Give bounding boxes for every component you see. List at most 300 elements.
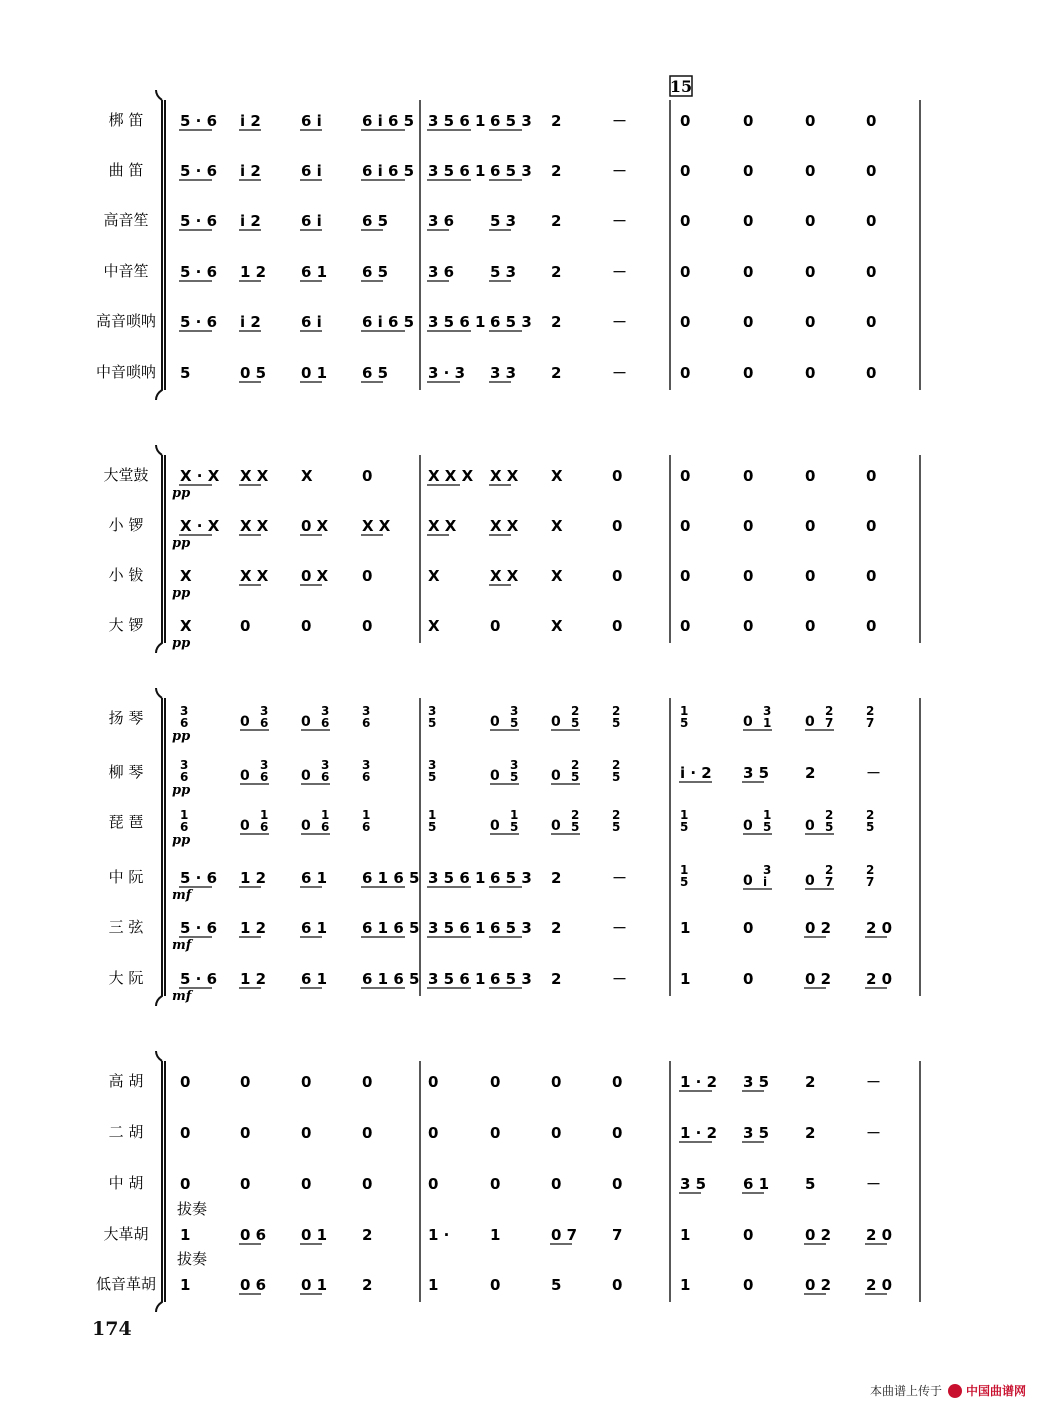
note-beat: 5 3: [490, 212, 517, 230]
note-beat: －: [612, 919, 628, 937]
staff-row: [109, 616, 877, 651]
note-beat: 6 5: [362, 212, 389, 230]
note-beat: 0: [680, 212, 691, 230]
chord-lower: 6: [362, 770, 371, 784]
instrument-name: 低音革胡: [95, 1275, 157, 1293]
note-beat: X: [551, 567, 563, 585]
note-beat: 0: [612, 1073, 623, 1091]
chord-lower: i: [763, 875, 768, 889]
chord-lower: 5: [612, 716, 621, 730]
note-beat: 0: [362, 1175, 373, 1193]
staff-row: [109, 161, 877, 180]
chord-upper: 3: [362, 758, 371, 772]
note-beat: 5 · 6: [180, 263, 218, 281]
note-beat: 3 · 3: [428, 364, 466, 382]
chord-upper: 1: [180, 808, 189, 822]
note-beat: 3 5: [743, 764, 770, 782]
note-beat: －: [612, 162, 628, 180]
instrument-name: 中 阮: [108, 868, 144, 886]
note-beat: 0: [490, 1124, 501, 1142]
note-beat: 2 0: [866, 970, 893, 988]
chord-lower: 5: [510, 770, 519, 784]
chord-upper: 2: [825, 863, 834, 877]
chord-upper: 1: [428, 808, 437, 822]
chord-upper: 3: [763, 863, 772, 877]
technique-marking: 拔奏: [177, 1250, 208, 1268]
note-beat: 0: [612, 617, 623, 635]
note-beat: 6 5 3: [490, 162, 532, 180]
note-beat: 1: [680, 1226, 691, 1244]
chord-upper: 1: [510, 808, 519, 822]
note-beat: 2: [551, 263, 562, 281]
instrument-name: 琵 琶: [108, 813, 144, 831]
note-beat: －: [866, 1124, 882, 1142]
note-beat: 0: [240, 768, 250, 784]
instrument-name: 中音笙: [103, 262, 149, 280]
chord-lower: 5: [510, 716, 519, 730]
chord-lower: 5: [825, 820, 834, 834]
note-beat: 0 2: [805, 919, 832, 937]
note-beat: 2 0: [866, 1276, 893, 1294]
note-beat: 0: [301, 768, 311, 784]
note-beat: 2: [551, 869, 562, 887]
chord-lower: 7: [825, 716, 834, 730]
note-beat: 0: [428, 1175, 439, 1193]
note-beat: 0: [180, 1124, 191, 1142]
note-beat: 0: [612, 1276, 623, 1294]
note-beat: 0: [428, 1124, 439, 1142]
note-beat: 0: [551, 1175, 562, 1193]
note-beat: 0: [490, 617, 501, 635]
system-bracket: [156, 688, 162, 1006]
note-beat: 0: [490, 1276, 501, 1294]
note-beat: 0: [866, 467, 877, 485]
note-beat: 0: [805, 162, 816, 180]
note-beat: 5 · 6: [180, 919, 218, 937]
instrument-name: 大革胡: [103, 1225, 149, 1243]
note-beat: 2 0: [866, 1226, 893, 1244]
note-beat: 0: [805, 873, 815, 889]
note-beat: 0: [743, 567, 754, 585]
note-beat: i 2: [240, 112, 261, 130]
note-beat: 6 1 6 5: [362, 970, 420, 988]
instrument-name: 曲 笛: [108, 161, 144, 179]
note-beat: i 2: [240, 212, 261, 230]
note-beat: 1: [428, 1276, 439, 1294]
note-beat: 0: [805, 818, 815, 834]
chord-lower: 1: [763, 716, 772, 730]
chord-lower: 7: [866, 716, 875, 730]
note-beat: 6 1: [743, 1175, 770, 1193]
note-beat: 0 2: [805, 1276, 832, 1294]
chord-lower: 7: [866, 875, 875, 889]
note-beat: －: [612, 970, 628, 988]
staff-row: [109, 969, 893, 1004]
instrument-name: 中音唢呐: [95, 363, 157, 381]
chord-lower: 6: [362, 820, 371, 834]
note-beat: X X: [490, 517, 519, 535]
note-beat: 0 2: [805, 970, 832, 988]
note-beat: 0: [362, 617, 373, 635]
note-beat: 0: [866, 517, 877, 535]
note-beat: 3 5 6 1: [428, 313, 486, 331]
note-beat: 0: [805, 212, 816, 230]
instrument-name: 高音笙: [103, 211, 149, 229]
instrument-name: 小 钹: [108, 566, 144, 584]
note-beat: 0: [866, 364, 877, 382]
note-beat: 0: [362, 1124, 373, 1142]
system-bracket: [156, 90, 162, 400]
note-beat: 0: [490, 818, 500, 834]
note-beat: 1: [490, 1226, 501, 1244]
note-beat: 5 · 6: [180, 313, 218, 331]
note-beat: X: [428, 617, 440, 635]
note-beat: 0: [805, 467, 816, 485]
instrument-name: 小 锣: [108, 516, 144, 534]
note-beat: 0: [805, 567, 816, 585]
chord-upper: 3: [763, 704, 772, 718]
note-beat: 0: [743, 1276, 754, 1294]
chord-lower: 5: [763, 820, 772, 834]
staff-row: [109, 1123, 881, 1142]
note-beat: 0: [680, 162, 691, 180]
chord-lower: 5: [680, 820, 689, 834]
note-beat: 1 2: [240, 869, 267, 887]
note-beat: 0: [743, 212, 754, 230]
note-beat: 0: [805, 313, 816, 331]
chord-upper: 3: [180, 704, 189, 718]
staff-row: [109, 808, 875, 848]
note-beat: 6 i 6 5: [362, 313, 415, 331]
site-footer: [870, 1382, 1026, 1399]
note-beat: 2: [551, 919, 562, 937]
chord-upper: 3: [321, 704, 330, 718]
chord-lower: 6: [180, 820, 189, 834]
chord-lower: 5: [571, 820, 580, 834]
note-beat: 0: [362, 467, 373, 485]
note-beat: X X: [428, 517, 457, 535]
note-beat: 2: [805, 764, 816, 782]
chord-upper: 3: [321, 758, 330, 772]
note-beat: 0: [612, 1175, 623, 1193]
staff-row: [96, 1250, 892, 1294]
note-beat: 0: [805, 517, 816, 535]
staff-row: [103, 211, 876, 230]
note-beat: 0: [490, 714, 500, 730]
note-beat: X: [180, 567, 192, 585]
note-beat: X X: [362, 517, 391, 535]
chord-upper: 1: [680, 704, 689, 718]
note-beat: X: [180, 617, 192, 635]
chord-lower: 5: [510, 820, 519, 834]
note-beat: 0: [743, 162, 754, 180]
dynamic-mark: pp: [172, 486, 191, 501]
chord-upper: 2: [612, 758, 621, 772]
note-beat: X · X: [180, 467, 220, 485]
note-beat: 6 5: [362, 364, 389, 382]
note-beat: X X: [490, 567, 519, 585]
note-beat: 0: [866, 263, 877, 281]
note-beat: 1: [680, 919, 691, 937]
note-beat: 0: [680, 313, 691, 331]
chord-lower: 6: [321, 820, 330, 834]
chord-lower: 7: [825, 875, 834, 889]
note-beat: 6 1 6 5: [362, 919, 420, 937]
note-beat: －: [866, 1175, 882, 1193]
instrument-name: 柳 琴: [108, 763, 144, 781]
note-beat: 5 · 6: [180, 112, 218, 130]
note-beat: 6 1: [301, 919, 328, 937]
note-beat: 6 i 6 5: [362, 162, 415, 180]
chord-upper: 2: [612, 808, 621, 822]
note-beat: 0: [743, 919, 754, 937]
note-beat: 0: [551, 1073, 562, 1091]
note-beat: X: [428, 567, 440, 585]
note-beat: 0 2: [805, 1226, 832, 1244]
instrument-name: 大堂鼓: [103, 466, 149, 484]
note-beat: X · X: [180, 517, 220, 535]
note-beat: 2: [551, 112, 562, 130]
instrument-name: 高 胡: [108, 1072, 144, 1090]
note-beat: －: [866, 1073, 882, 1091]
note-beat: 0 X: [301, 567, 329, 585]
note-beat: 5 3: [490, 263, 517, 281]
note-beat: 5 · 6: [180, 970, 218, 988]
chord-upper: 1: [680, 863, 689, 877]
note-beat: X: [551, 467, 563, 485]
system-bowed: [96, 1051, 920, 1312]
note-beat: 0: [362, 1073, 373, 1091]
staff-row: [109, 566, 877, 601]
staff-row: [109, 516, 877, 551]
note-beat: X X: [240, 467, 269, 485]
chord-lower: 6: [321, 716, 330, 730]
note-beat: 0: [866, 162, 877, 180]
note-beat: 6 5: [362, 263, 389, 281]
note-beat: 2: [362, 1226, 373, 1244]
chord-lower: 5: [680, 875, 689, 889]
note-beat: 0: [240, 1124, 251, 1142]
note-beat: 0: [362, 567, 373, 585]
note-beat: －: [612, 112, 628, 130]
note-beat: 0: [743, 818, 753, 834]
note-beat: 0: [612, 1124, 623, 1142]
dynamic-mark: mf: [172, 938, 192, 953]
note-beat: 6 i 6 5: [362, 112, 415, 130]
note-beat: 3 5 6 1: [428, 970, 486, 988]
note-beat: 6 i: [301, 112, 322, 130]
instrument-name: 中 胡: [108, 1174, 144, 1192]
site-name: 中国曲谱网: [965, 1384, 1026, 1398]
note-beat: 6 1: [301, 970, 328, 988]
note-beat: X: [551, 617, 563, 635]
chord-lower: 6: [180, 716, 189, 730]
note-beat: 0: [743, 364, 754, 382]
chord-lower: 6: [321, 770, 330, 784]
chord-upper: 2: [612, 704, 621, 718]
dynamic-mark: mf: [172, 888, 192, 903]
instrument-name: 扬 琴: [108, 709, 144, 727]
note-beat: 1 2: [240, 970, 267, 988]
note-beat: 2: [551, 212, 562, 230]
note-beat: 0: [301, 617, 312, 635]
note-beat: 1: [680, 1276, 691, 1294]
chord-upper: 3: [428, 758, 437, 772]
note-beat: 0: [301, 818, 311, 834]
note-beat: －: [612, 212, 628, 230]
rehearsal-mark-number: 15: [669, 77, 693, 96]
note-beat: 0: [551, 818, 561, 834]
note-beat: 0: [680, 567, 691, 585]
note-beat: 6 5 3: [490, 970, 532, 988]
technique-marking: 拔奏: [177, 1200, 208, 1218]
note-beat: 0 7: [551, 1226, 578, 1244]
note-beat: 0: [240, 818, 250, 834]
note-beat: 6 5 3: [490, 313, 532, 331]
dynamic-mark: pp: [172, 783, 191, 798]
note-beat: 0: [743, 970, 754, 988]
page-number: 174: [92, 1318, 132, 1340]
note-beat: 2: [551, 313, 562, 331]
instrument-name: 大 锣: [108, 616, 144, 634]
note-beat: 2: [805, 1073, 816, 1091]
note-beat: 0: [743, 617, 754, 635]
note-beat: －: [866, 764, 882, 782]
note-beat: 1: [680, 970, 691, 988]
note-beat: 0: [301, 1073, 312, 1091]
note-beat: 0: [240, 1175, 251, 1193]
chord-lower: 6: [260, 770, 269, 784]
note-beat: 0 1: [301, 364, 328, 382]
note-beat: 0: [805, 112, 816, 130]
chord-upper: 2: [866, 863, 875, 877]
chord-upper: 3: [510, 704, 519, 718]
note-beat: 6 5 3: [490, 869, 532, 887]
staff-row: [109, 863, 875, 903]
note-beat: 0: [490, 1073, 501, 1091]
note-beat: 0: [743, 873, 753, 889]
note-beat: 6 1: [301, 869, 328, 887]
note-beat: 0: [301, 1124, 312, 1142]
note-beat: 5: [180, 364, 191, 382]
note-beat: 0: [490, 768, 500, 784]
note-beat: 1 · 2: [680, 1073, 718, 1091]
instrument-name: 梆 笛: [108, 111, 144, 129]
note-beat: 0: [743, 1226, 754, 1244]
chord-upper: 2: [571, 704, 580, 718]
note-beat: 3 5 6 1: [428, 162, 486, 180]
note-beat: 2: [362, 1276, 373, 1294]
chord-lower: 5: [612, 820, 621, 834]
note-beat: 0 6: [240, 1276, 267, 1294]
site-logo-icon: [948, 1384, 962, 1398]
chord-lower: 5: [428, 770, 437, 784]
note-beat: 3 6: [428, 212, 455, 230]
note-beat: 0: [180, 1073, 191, 1091]
note-beat: 1 · 2: [680, 1124, 718, 1142]
chord-upper: 3: [260, 758, 269, 772]
note-beat: 0: [743, 263, 754, 281]
note-beat: X X: [490, 467, 519, 485]
note-beat: 0: [743, 467, 754, 485]
note-beat: 7: [612, 1226, 623, 1244]
chord-upper: 2: [571, 808, 580, 822]
note-beat: 0: [743, 112, 754, 130]
staff-row: [109, 918, 893, 953]
note-beat: 0: [805, 263, 816, 281]
note-beat: 3 5 6 1: [428, 112, 486, 130]
chord-lower: 5: [428, 820, 437, 834]
note-beat: 0: [680, 467, 691, 485]
system-bracket: [156, 1051, 162, 1312]
note-beat: 3 5: [743, 1124, 770, 1142]
note-beat: 1 ·: [428, 1226, 450, 1244]
note-beat: 5: [551, 1276, 562, 1294]
note-beat: 6 1 6 5: [362, 869, 420, 887]
note-beat: 3 3: [490, 364, 517, 382]
note-beat: 0: [680, 364, 691, 382]
chord-lower: 6: [362, 716, 371, 730]
note-beat: 0 1: [301, 1226, 328, 1244]
chord-upper: 1: [763, 808, 772, 822]
staff-row: [109, 758, 881, 798]
note-beat: X X: [240, 567, 269, 585]
note-beat: 0: [240, 617, 251, 635]
note-beat: 0: [240, 1073, 251, 1091]
staff-row: [96, 312, 876, 331]
note-beat: 0: [301, 714, 311, 730]
note-beat: 6 i: [301, 162, 322, 180]
note-beat: 6 1: [301, 263, 328, 281]
note-beat: 0: [866, 212, 877, 230]
staff-row: [103, 466, 876, 501]
chord-upper: 3: [510, 758, 519, 772]
dynamic-mark: pp: [172, 636, 191, 651]
note-beat: 0: [743, 517, 754, 535]
note-beat: 0: [680, 517, 691, 535]
system-plucked: [109, 688, 920, 1006]
chord-lower: 6: [260, 716, 269, 730]
chord-upper: 2: [571, 758, 580, 772]
chord-upper: 1: [321, 808, 330, 822]
note-beat: 6 5 3: [490, 919, 532, 937]
note-beat: －: [612, 869, 628, 887]
staff-row: [103, 262, 876, 281]
note-beat: 0: [866, 112, 877, 130]
chord-upper: 2: [866, 808, 875, 822]
note-beat: 2: [551, 970, 562, 988]
staff-row: [96, 363, 876, 382]
note-beat: 0 6: [240, 1226, 267, 1244]
instrument-name: 三 弦: [108, 918, 144, 936]
note-beat: －: [612, 313, 628, 331]
note-beat: 2: [551, 364, 562, 382]
chord-lower: 5: [612, 770, 621, 784]
chord-upper: 3: [180, 758, 189, 772]
note-beat: X X X: [428, 467, 474, 485]
chord-lower: 5: [680, 716, 689, 730]
note-beat: 0: [805, 617, 816, 635]
note-beat: X: [551, 517, 563, 535]
chord-upper: 2: [825, 704, 834, 718]
note-beat: 0: [805, 364, 816, 382]
chord-upper: 2: [825, 808, 834, 822]
chord-lower: 5: [571, 716, 580, 730]
note-beat: 0: [240, 714, 250, 730]
note-beat: 0: [551, 714, 561, 730]
system-winds: [96, 90, 920, 400]
chord-lower: 6: [180, 770, 189, 784]
